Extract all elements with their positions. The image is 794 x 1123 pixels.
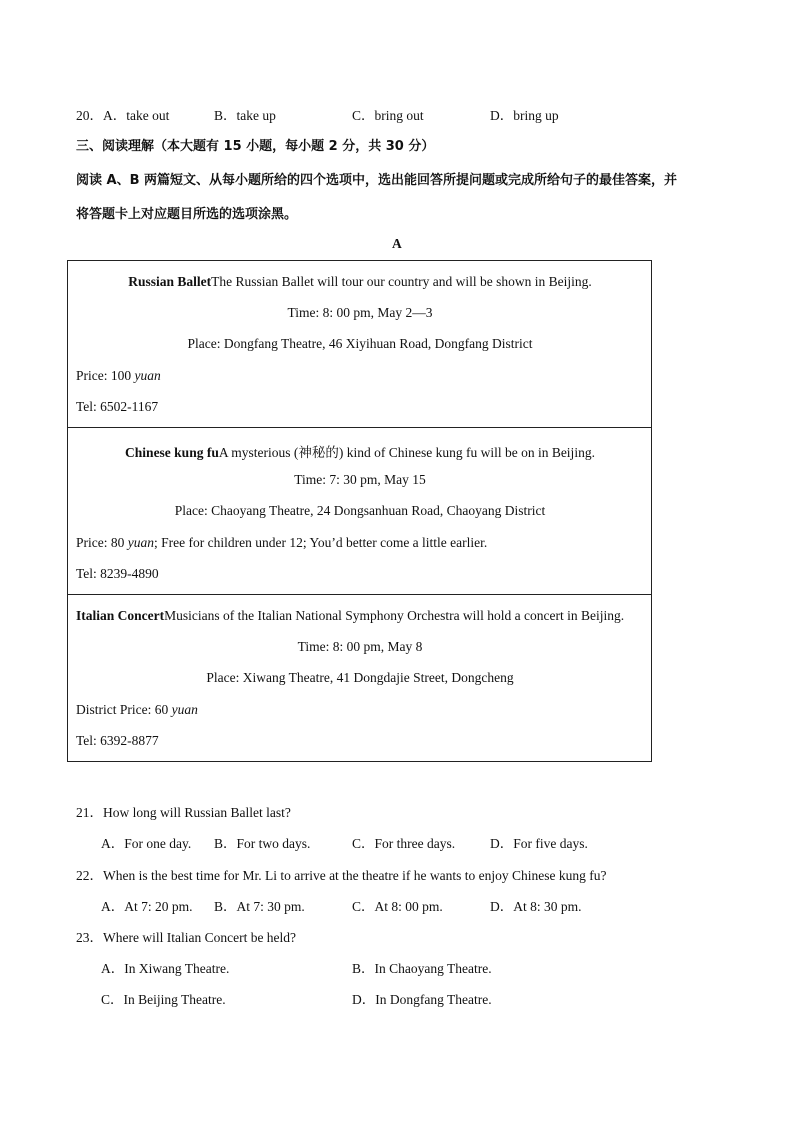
question-21 <box>76 801 291 821</box>
question-number: 22． <box>76 868 103 883</box>
price-unit: yuan <box>171 702 198 717</box>
ad-tel: Tel: 8239-4890 <box>76 566 159 581</box>
ad-price <box>76 702 198 718</box>
ad-tel: Tel: 6502-1167 <box>76 399 159 414</box>
price-text: Price: 80 <box>76 535 128 550</box>
ad-time: Time: 7: 30 pm, May 15 <box>294 472 426 487</box>
ad-headline <box>76 608 624 624</box>
question-text: Where will Italian Concert be held? <box>103 930 297 945</box>
option-a: A．For one day. <box>101 836 192 851</box>
option-c: C．For three days. <box>352 836 456 851</box>
option-a: A．At 7: 20 pm. <box>101 899 193 914</box>
ad-place: Place: Dongfang Theatre, 46 Xiyihuan Road, Dongfang District <box>187 336 533 351</box>
option-d: D．In Dongfang Theatre. <box>352 992 492 1007</box>
ad-price <box>76 535 487 551</box>
section-heading: 三、阅读理解（本大题有 15 小题，每小题 2 分，共 30 分） <box>76 139 435 154</box>
price-text: Price: 100 <box>76 368 135 383</box>
question-number: 23． <box>76 930 103 945</box>
ad-title: Russian Ballet <box>128 274 212 289</box>
ad-description: Musicians of the Italian National Symphony Orchestra will hold a concert in Beijing. <box>164 608 625 623</box>
ad-title: Chinese kung fu <box>125 445 219 460</box>
ad-headline <box>68 441 652 461</box>
ad-headline <box>68 274 652 290</box>
option-b: B．take up <box>214 108 276 123</box>
price-unit: yuan <box>134 368 161 383</box>
option-b: B．In Chaoyang Theatre. <box>352 961 492 976</box>
question-22 <box>76 864 606 884</box>
question-text: How long will Russian Ballet last? <box>103 805 291 820</box>
option-c: C．At 8: 00 pm. <box>352 899 443 914</box>
price-note: ; Free for children under 12; You’d better come a little earlier. <box>154 535 488 550</box>
option-b: B．For two days. <box>214 836 311 851</box>
ad-time: Time: 8: 00 pm, May 2—3 <box>287 305 433 320</box>
question-23 <box>76 926 296 946</box>
ad-place: Place: Chaoyang Theatre, 24 Dongsanhuan Road, Chaoyang District <box>174 503 546 518</box>
ad-tel: Tel: 6392-8877 <box>76 733 159 748</box>
ad-place: Place: Xiwang Theatre, 41 Dongdajie Street, Dongcheng <box>206 670 514 685</box>
question-20 <box>76 104 169 124</box>
question-text: When is the best time for Mr. Li to arrive at the theatre if he wants to enjoy Chinese kung fu? <box>103 868 607 883</box>
option-b: B．At 7: 30 pm. <box>214 899 305 914</box>
ad-description: A mysterious (神秘的) kind of Chinese kung fu will be on in Beijing. <box>218 445 595 460</box>
option-a: A．take out <box>103 108 170 123</box>
question-number: 21． <box>76 805 103 820</box>
option-d: D．At 8: 30 pm. <box>490 899 582 914</box>
option-d: D．For five days. <box>490 836 588 851</box>
option-c: C．bring out <box>352 108 424 123</box>
price-text: District Price: 60 <box>76 702 172 717</box>
option-a: A．In Xiwang Theatre. <box>101 961 230 976</box>
ad-price <box>76 368 161 384</box>
instruction-line-2: 将答题卡上对应题目所选的选项涂黑。 <box>76 207 298 222</box>
option-d: D．bring up <box>490 108 559 123</box>
passage-label: A <box>392 236 402 251</box>
ad-title: Italian Concert <box>76 608 165 623</box>
instruction-line-1: 阅读 A、B 两篇短文、从每小题所给的四个选项中，选出能回答所提问题或完成所给句子的最佳答案，并 <box>76 173 678 188</box>
question-number: 20． <box>76 108 103 123</box>
option-c: C．In Beijing Theatre. <box>101 992 226 1007</box>
price-unit: yuan <box>127 535 154 550</box>
ad-description: The Russian Ballet will tour our country and will be shown in Beijing. <box>211 274 592 289</box>
ad-time: Time: 8: 00 pm, May 8 <box>297 639 423 654</box>
